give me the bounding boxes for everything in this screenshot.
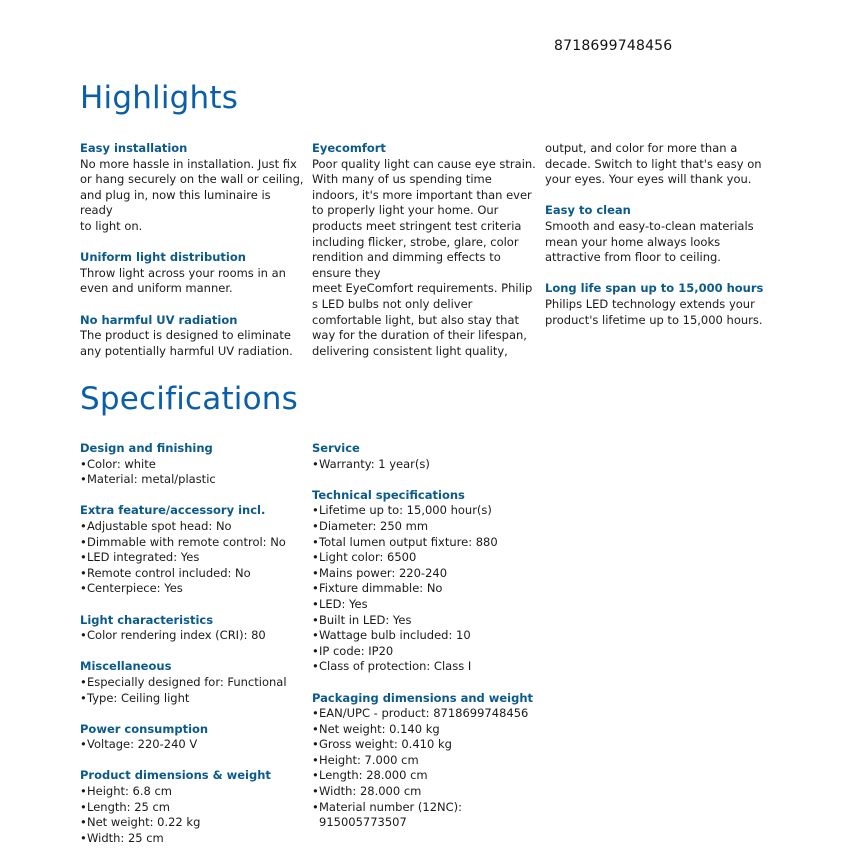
highlight-block-no-harmful-uv-radiation — [80, 313, 305, 360]
spec-list — [312, 706, 542, 831]
spec-group-heading: Design and finishing — [80, 441, 213, 455]
spec-item: • Gross weight: 0.410 kg — [312, 737, 542, 753]
spec-item: • Material: metal/plastic — [80, 472, 305, 488]
spec-group-light-characteristics — [80, 613, 305, 644]
spec-item: • Height: 7.000 cm — [312, 753, 542, 769]
spec-group-heading: Technical specifications — [312, 487, 465, 502]
spec-item: • Wattage bulb included: 10 — [312, 628, 542, 644]
spec-item: • LED: Yes — [312, 597, 542, 613]
spec-item: • EAN/UPC - product: 8718699748456 — [312, 706, 542, 722]
spec-group-heading: Packaging dimensions and weight — [312, 690, 534, 705]
highlight-block-eyecomfort — [312, 141, 538, 359]
spec-item: • Light color: 6500 — [312, 550, 542, 566]
spec-group-product-dimensions-weight — [80, 768, 305, 846]
spec-group-packaging-dimensions-and-weight — [312, 691, 542, 831]
specifications-column-2 — [312, 441, 542, 846]
spec-item: • Material number (12NC): — [312, 800, 542, 816]
spec-item: • Length: 25 cm — [80, 800, 305, 816]
highlight-heading: Easy installation — [80, 141, 188, 155]
spec-item: • Length: 28.000 cm — [312, 768, 542, 784]
spec-list — [312, 457, 542, 473]
spec-item: • Type: Ceiling light — [80, 691, 305, 707]
highlight-text: Philips LED technology extends your product's lifetime up to 15,000 hours. — [545, 296, 763, 327]
spec-item: • Color: white — [80, 457, 305, 473]
spec-group-heading: Light characteristics — [80, 612, 214, 627]
highlight-block-long-life-span-up-to-15-000-hours — [545, 281, 775, 328]
highlight-heading: Long life span up to 15,000 hours — [545, 281, 764, 296]
highlights-column-1 — [80, 141, 305, 375]
spec-item: • Adjustable spot head: No — [80, 519, 305, 535]
highlights-title: Highlights — [80, 80, 239, 116]
spec-item: • Dimmable with remote control: No — [80, 535, 305, 551]
spec-item: 915005773507 — [319, 815, 407, 830]
spec-item: • Built in LED: Yes — [312, 613, 542, 629]
spec-item: • Color rendering index (CRI): 80 — [80, 628, 305, 644]
product-ean: 8718699748456 — [554, 38, 673, 54]
highlight-block-easy-to-clean — [545, 203, 775, 265]
spec-item: • Net weight: 0.22 kg — [80, 815, 305, 831]
spec-group-heading: Miscellaneous — [80, 659, 172, 674]
spec-list — [80, 737, 305, 753]
spec-item: • Height: 6.8 cm — [80, 784, 305, 800]
spec-group-miscellaneous — [80, 659, 305, 706]
highlight-text: Throw light across your rooms in an even and uniform manner. — [80, 265, 286, 296]
spec-list — [80, 784, 305, 846]
highlights-column-2 — [312, 141, 538, 375]
highlight-continued-text: output, and color for more than a decade. Switch to light that's easy on your eyes. Your eyes will thank you. — [545, 141, 762, 187]
spec-group-design-and-finishing — [80, 441, 305, 488]
spec-list — [80, 675, 305, 706]
highlights-column-3 — [545, 141, 775, 344]
spec-item: • Total lumen output fixture: 880 — [312, 535, 542, 551]
spec-group-service — [312, 441, 542, 472]
highlight-heading: No harmful UV radiation — [80, 312, 238, 327]
spec-item: • LED integrated: Yes — [80, 550, 305, 566]
highlight-text: The product is designed to eliminate any potentially harmful UV radiation. — [80, 328, 293, 358]
highlight-block-easy-installation — [80, 141, 305, 235]
highlight-text: Poor quality light can cause eye strain. With many of us spending time indoors, it's more important than ever to properly light your home. Our products meet stringent test criteria including flicker, strobe, glare, color rendition and dimming effects to ensure they meet EyeComfort requirements. Philip s LED bulbs not only deliver comfortable light, but also stay that way for the duration of their lifespan, delivering consistent light quality, — [312, 156, 536, 358]
spec-item: • Class of protection: Class I — [312, 659, 542, 675]
spec-group-heading: Service — [312, 441, 360, 455]
spec-list — [80, 628, 305, 644]
spec-group-technical-specifications — [312, 488, 542, 675]
spec-group-power-consumption — [80, 722, 305, 753]
spec-group-extra-feature-accessory-incl — [80, 503, 305, 597]
spec-item: • Width: 28.000 cm — [312, 784, 542, 800]
specifications-title: Specifications — [80, 381, 298, 417]
spec-item: • Remote control included: No — [80, 566, 305, 582]
spec-item: • Lifetime up to: 15,000 hour(s) — [312, 503, 542, 519]
highlight-text: Smooth and easy-to-clean materials mean your home always looks attractive from floor to ceiling. — [545, 218, 754, 265]
spec-item: • Diameter: 250 mm — [312, 519, 542, 535]
spec-item: • Centerpiece: Yes — [80, 581, 305, 597]
spec-item: • Mains power: 220-240 — [312, 566, 542, 582]
spec-item: • Width: 25 cm — [80, 831, 305, 847]
spec-group-heading: Product dimensions & weight — [80, 768, 271, 783]
spec-group-heading: Extra feature/accessory incl. — [80, 503, 266, 518]
highlight-heading: Eyecomfort — [312, 141, 386, 155]
spec-list — [80, 457, 305, 488]
spec-item: • Especially designed for: Functional — [80, 675, 305, 691]
spec-item: • Fixture dimmable: No — [312, 581, 542, 597]
highlight-heading: Easy to clean — [545, 203, 631, 218]
spec-group-heading: Power consumption — [80, 721, 209, 736]
spec-list — [80, 519, 305, 597]
highlight-text: No more hassle in installation. Just fix or hang securely on the wall or ceiling, and plug in, now this luminaire is ready to light on. — [80, 156, 304, 233]
specifications-column-1 — [80, 441, 305, 862]
spec-item: • Voltage: 220-240 V — [80, 737, 305, 753]
spec-item: • IP code: IP20 — [312, 644, 542, 660]
highlight-block-uniform-light-distribution — [80, 250, 305, 297]
highlight-heading: Uniform light distribution — [80, 250, 246, 265]
spec-list — [312, 503, 542, 675]
spec-item: • Net weight: 0.140 kg — [312, 722, 542, 738]
spec-item: • Warranty: 1 year(s) — [312, 457, 542, 473]
